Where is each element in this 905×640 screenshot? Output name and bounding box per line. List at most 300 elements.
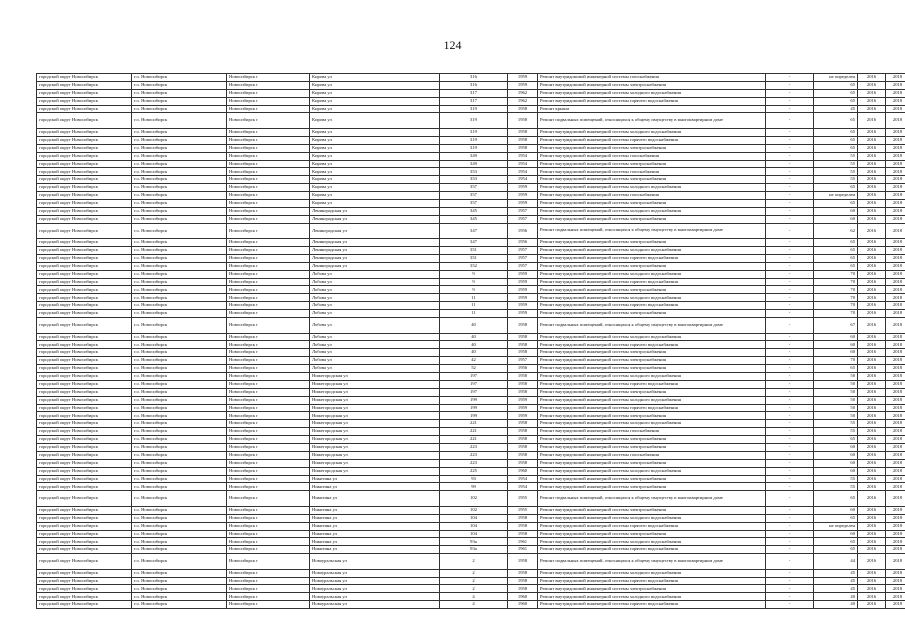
build-year-cell: 1958	[508, 530, 538, 538]
sum-cell: -	[766, 176, 814, 184]
work-type-cell: Ремонт внутридомовой инженерной системы электроснабжения	[538, 357, 766, 365]
street-cell: Ленинградская ул	[310, 247, 440, 255]
house-number-cell: 40	[440, 318, 508, 334]
build-year-cell: 1958	[508, 380, 538, 388]
start-year-cell: 2016	[858, 601, 886, 609]
work-type-cell: Ремонт внутридомовой инженерной системы электроснабжения	[538, 506, 766, 514]
end-year-cell: 2018	[886, 310, 905, 318]
municipality-cell: городской округ Новосибирск	[37, 160, 132, 168]
end-year-cell: 2018	[886, 444, 905, 452]
table-row	[37, 168, 905, 176]
table-row	[37, 491, 905, 507]
start-year-cell: 2016	[858, 278, 886, 286]
build-year-cell: 1962	[508, 89, 538, 97]
house-number-cell: 2	[440, 577, 508, 585]
street-cell: Лобова ул	[310, 365, 440, 373]
end-year-cell: 2018	[886, 333, 905, 341]
table-row	[37, 294, 905, 302]
start-year-cell: 2016	[858, 585, 886, 593]
work-type-cell: Ремонт внутридомовой инженерной системы газоснабжения	[538, 168, 766, 176]
work-type-cell: Ремонт внутридомовой инженерной системы горячего водоснабжения	[538, 97, 766, 105]
sum-cell: -	[766, 467, 814, 475]
build-year-cell: 1959	[508, 278, 538, 286]
sum-cell: -	[766, 81, 814, 89]
municipality-cell: городской округ Новосибирск	[37, 577, 132, 585]
cost-cell: 65	[814, 254, 858, 262]
house-number-cell: 349	[440, 152, 508, 160]
settlement-cell: г.о. Новосибирск	[132, 136, 227, 144]
city-cell: Новосибирск г	[227, 380, 310, 388]
street-cell: Нижегородская ул	[310, 380, 440, 388]
table-row	[37, 577, 905, 585]
municipality-cell: городской округ Новосибирск	[37, 286, 132, 294]
cost-cell: 44	[814, 554, 858, 570]
municipality-cell: городской округ Новосибирск	[37, 412, 132, 420]
street-cell: Ленинградская ул	[310, 262, 440, 270]
sum-cell: -	[766, 89, 814, 97]
settlement-cell: г.о. Новосибирск	[132, 270, 227, 278]
cost-cell: 50	[814, 412, 858, 420]
table-row	[37, 333, 905, 341]
street-cell: Нижегородская ул	[310, 467, 440, 475]
settlement-cell: г.о. Новосибирск	[132, 436, 227, 444]
table-row	[37, 530, 905, 538]
table-row	[37, 554, 905, 570]
settlement-cell: г.о. Новосибирск	[132, 247, 227, 255]
end-year-cell: 2018	[886, 451, 905, 459]
sum-cell: -	[766, 396, 814, 404]
table-row	[37, 318, 905, 334]
street-cell: Никитина ул	[310, 530, 440, 538]
street-cell: Кирова ул	[310, 105, 440, 113]
house-number-cell: 345	[440, 215, 508, 223]
table-row	[37, 199, 905, 207]
end-year-cell: 2018	[886, 168, 905, 176]
work-type-cell: Ремонт внутридомовой инженерной системы холодного водоснабжения	[538, 333, 766, 341]
street-cell: Никитина ул	[310, 506, 440, 514]
start-year-cell: 2016	[858, 420, 886, 428]
end-year-cell: 2018	[886, 554, 905, 570]
start-year-cell: 2016	[858, 491, 886, 507]
municipality-cell: городской округ Новосибирск	[37, 89, 132, 97]
city-cell: Новосибирск г	[227, 349, 310, 357]
table-row	[37, 593, 905, 601]
settlement-cell: г.о. Новосибирск	[132, 412, 227, 420]
start-year-cell: 2016	[858, 294, 886, 302]
build-year-cell: 1958	[508, 128, 538, 136]
city-cell: Новосибирск г	[227, 420, 310, 428]
sum-cell: -	[766, 247, 814, 255]
settlement-cell: г.о. Новосибирск	[132, 420, 227, 428]
cost-cell: 50	[814, 373, 858, 381]
start-year-cell: 2016	[858, 444, 886, 452]
work-type-cell: Ремонт внутридомовой инженерной системы электроснабжения	[538, 483, 766, 491]
cost-cell: 70	[814, 270, 858, 278]
municipality-cell: городской округ Новосибирск	[37, 318, 132, 334]
table-row	[37, 239, 905, 247]
street-cell: Новоуральская ул	[310, 577, 440, 585]
house-number-cell: 11	[440, 294, 508, 302]
city-cell: Новосибирск г	[227, 128, 310, 136]
house-number-cell: 221	[440, 420, 508, 428]
municipality-cell: городской округ Новосибирск	[37, 310, 132, 318]
city-cell: Новосибирск г	[227, 286, 310, 294]
street-cell: Лобова ул	[310, 286, 440, 294]
city-cell: Новосибирск г	[227, 302, 310, 310]
sum-cell: -	[766, 286, 814, 294]
house-number-cell: 4	[440, 593, 508, 601]
settlement-cell: г.о. Новосибирск	[132, 310, 227, 318]
house-number-cell: 104	[440, 522, 508, 530]
street-cell: Никитина ул	[310, 475, 440, 483]
start-year-cell: 2016	[858, 577, 886, 585]
start-year-cell: 2016	[858, 380, 886, 388]
municipality-cell: городской округ Новосибирск	[37, 74, 132, 82]
end-year-cell: 2018	[886, 357, 905, 365]
house-number-cell: 223	[440, 444, 508, 452]
municipality-cell: городской округ Новосибирск	[37, 444, 132, 452]
house-number-cell: 319	[440, 144, 508, 152]
house-number-cell: 347	[440, 223, 508, 239]
cost-cell: 62	[814, 223, 858, 239]
work-type-cell: Ремонт внутридомовой инженерной системы электроснабжения	[538, 412, 766, 420]
build-year-cell: 1958	[508, 144, 538, 152]
table-row	[37, 349, 905, 357]
table-row	[37, 514, 905, 522]
settlement-cell: г.о. Новосибирск	[132, 428, 227, 436]
city-cell: Новосибирск г	[227, 585, 310, 593]
work-type-cell: Ремонт внутридомовой инженерной системы горячего водоснабжения	[538, 546, 766, 554]
city-cell: Новосибирск г	[227, 444, 310, 452]
start-year-cell: 2016	[858, 538, 886, 546]
build-year-cell: 1954	[508, 152, 538, 160]
build-year-cell: 1958	[508, 554, 538, 570]
city-cell: Новосибирск г	[227, 262, 310, 270]
city-cell: Новосибирск г	[227, 278, 310, 286]
start-year-cell: 2016	[858, 176, 886, 184]
work-type-cell: Ремонт внутридомовой инженерной системы газоснабжения	[538, 428, 766, 436]
start-year-cell: 2016	[858, 113, 886, 129]
end-year-cell: 2018	[886, 428, 905, 436]
build-year-cell: 1958	[508, 459, 538, 467]
settlement-cell: г.о. Новосибирск	[132, 373, 227, 381]
build-year-cell: 1958	[508, 341, 538, 349]
sum-cell: -	[766, 546, 814, 554]
sum-cell: -	[766, 514, 814, 522]
table-row	[37, 373, 905, 381]
table-row	[37, 105, 905, 113]
cost-cell: 65	[814, 491, 858, 507]
start-year-cell: 2016	[858, 459, 886, 467]
build-year-cell: 1958	[508, 436, 538, 444]
city-cell: Новосибирск г	[227, 270, 310, 278]
settlement-cell: г.о. Новосибирск	[132, 365, 227, 373]
municipality-cell: городской округ Новосибирск	[37, 239, 132, 247]
end-year-cell: 2018	[886, 593, 905, 601]
city-cell: Новосибирск г	[227, 318, 310, 334]
table-row	[37, 365, 905, 373]
city-cell: Новосибирск г	[227, 554, 310, 570]
settlement-cell: г.о. Новосибирск	[132, 286, 227, 294]
cost-cell: 65	[814, 239, 858, 247]
table-row	[37, 483, 905, 491]
start-year-cell: 2016	[858, 428, 886, 436]
build-year-cell: 1959	[508, 286, 538, 294]
build-year-cell: 1958	[508, 577, 538, 585]
street-cell: Лобова ул	[310, 357, 440, 365]
start-year-cell: 2016	[858, 160, 886, 168]
street-cell: Кирова ул	[310, 152, 440, 160]
end-year-cell: 2018	[886, 349, 905, 357]
street-cell: Ленинградская ул	[310, 215, 440, 223]
cost-cell: 60	[814, 215, 858, 223]
end-year-cell: 2018	[886, 128, 905, 136]
end-year-cell: 2018	[886, 199, 905, 207]
table-row	[37, 444, 905, 452]
street-cell: Лобова ул	[310, 302, 440, 310]
start-year-cell: 2016	[858, 365, 886, 373]
work-type-cell: Ремонт подвальных помещений, относящихся к общему имуществу в многоквартирном доме	[538, 554, 766, 570]
end-year-cell: 2018	[886, 341, 905, 349]
house-number-cell: 93а	[440, 546, 508, 554]
municipality-cell: городской округ Новосибирск	[37, 451, 132, 459]
street-cell: Кирова ул	[310, 128, 440, 136]
city-cell: Новосибирск г	[227, 601, 310, 609]
city-cell: Новосибирск г	[227, 451, 310, 459]
work-type-cell: Ремонт внутридомовой инженерной системы электроснабжения	[538, 160, 766, 168]
house-number-cell: 40	[440, 349, 508, 357]
sum-cell: -	[766, 136, 814, 144]
build-year-cell: 1957	[508, 247, 538, 255]
settlement-cell: г.о. Новосибирск	[132, 357, 227, 365]
city-cell: Новосибирск г	[227, 388, 310, 396]
municipality-cell: городской округ Новосибирск	[37, 530, 132, 538]
work-type-cell: Ремонт внутридомовой инженерной системы электроснабжения	[538, 444, 766, 452]
street-cell: Новоуральская ул	[310, 585, 440, 593]
sum-cell: -	[766, 404, 814, 412]
sum-cell: -	[766, 215, 814, 223]
sum-cell: -	[766, 349, 814, 357]
work-type-cell: Ремонт подвальных помещений, относящихся к общему имуществу в многоквартирном доме	[538, 223, 766, 239]
street-cell: Нижегородская ул	[310, 428, 440, 436]
street-cell: Никитина ул	[310, 546, 440, 554]
work-type-cell: Ремонт внутридомовой инженерной системы электроснабжения	[538, 349, 766, 357]
table-row	[37, 128, 905, 136]
street-cell: Лобова ул	[310, 270, 440, 278]
municipality-cell: городской округ Новосибирск	[37, 569, 132, 577]
cost-cell: 65	[814, 199, 858, 207]
house-number-cell: 199	[440, 412, 508, 420]
municipality-cell: городской округ Новосибирск	[37, 136, 132, 144]
start-year-cell: 2016	[858, 506, 886, 514]
street-cell: Никитина ул	[310, 538, 440, 546]
street-cell: Кирова ул	[310, 199, 440, 207]
settlement-cell: г.о. Новосибирск	[132, 569, 227, 577]
city-cell: Новосибирск г	[227, 593, 310, 601]
end-year-cell: 2018	[886, 223, 905, 239]
cost-cell: не определен	[814, 192, 858, 200]
build-year-cell: 1958	[508, 420, 538, 428]
street-cell: Никитина ул	[310, 491, 440, 507]
street-cell: Кирова ул	[310, 136, 440, 144]
house-number-cell: 223	[440, 459, 508, 467]
table-row	[37, 223, 905, 239]
end-year-cell: 2018	[886, 136, 905, 144]
sum-cell: -	[766, 262, 814, 270]
build-year-cell: 1958	[508, 105, 538, 113]
build-year-cell: 1961	[508, 546, 538, 554]
end-year-cell: 2018	[886, 207, 905, 215]
work-type-cell: Ремонт внутридомовой инженерной системы холодного водоснабжения	[538, 467, 766, 475]
street-cell: Новоуральская ул	[310, 601, 440, 609]
start-year-cell: 2016	[858, 514, 886, 522]
settlement-cell: г.о. Новосибирск	[132, 239, 227, 247]
table-row	[37, 412, 905, 420]
start-year-cell: 2016	[858, 546, 886, 554]
end-year-cell: 2018	[886, 81, 905, 89]
house-number-cell: 197	[440, 380, 508, 388]
table-row	[37, 585, 905, 593]
end-year-cell: 2018	[886, 467, 905, 475]
street-cell: Лобова ул	[310, 278, 440, 286]
table-row	[37, 254, 905, 262]
start-year-cell: 2016	[858, 404, 886, 412]
municipality-cell: городской округ Новосибирск	[37, 491, 132, 507]
sum-cell: -	[766, 333, 814, 341]
table-row	[37, 176, 905, 184]
city-cell: Новосибирск г	[227, 467, 310, 475]
street-cell: Нижегородская ул	[310, 412, 440, 420]
end-year-cell: 2018	[886, 546, 905, 554]
house-number-cell: 221	[440, 436, 508, 444]
start-year-cell: 2016	[858, 318, 886, 334]
end-year-cell: 2018	[886, 396, 905, 404]
municipality-cell: городской округ Новосибирск	[37, 152, 132, 160]
table-row	[37, 420, 905, 428]
municipality-cell: городской округ Новосибирск	[37, 105, 132, 113]
house-number-cell: 2	[440, 554, 508, 570]
build-year-cell: 1956	[508, 365, 538, 373]
cost-cell: 60	[814, 506, 858, 514]
cost-cell: 65	[814, 97, 858, 105]
municipality-cell: городской округ Новосибирск	[37, 380, 132, 388]
build-year-cell: 1957	[508, 254, 538, 262]
work-type-cell: Ремонт внутридомовой инженерной системы холодного водоснабжения	[538, 396, 766, 404]
sum-cell: -	[766, 113, 814, 129]
start-year-cell: 2016	[858, 349, 886, 357]
house-number-cell: 102	[440, 506, 508, 514]
municipality-cell: городской округ Новосибирск	[37, 538, 132, 546]
city-cell: Новосибирск г	[227, 546, 310, 554]
end-year-cell: 2018	[886, 294, 905, 302]
street-cell: Нижегородская ул	[310, 396, 440, 404]
municipality-cell: городской округ Новосибирск	[37, 247, 132, 255]
city-cell: Новосибирск г	[227, 404, 310, 412]
settlement-cell: г.о. Новосибирск	[132, 223, 227, 239]
street-cell: Нижегородская ул	[310, 436, 440, 444]
work-type-cell: Ремонт внутридомовой инженерной системы холодного водоснабжения	[538, 184, 766, 192]
cost-cell: 60	[814, 207, 858, 215]
street-cell: Ленинградская ул	[310, 207, 440, 215]
city-cell: Новосибирск г	[227, 483, 310, 491]
settlement-cell: г.о. Новосибирск	[132, 74, 227, 82]
cost-cell: 45	[814, 577, 858, 585]
table-row	[37, 357, 905, 365]
work-type-cell: Ремонт внутридомовой инженерной системы электроснабжения	[538, 81, 766, 89]
start-year-cell: 2016	[858, 373, 886, 381]
work-type-cell: Ремонт внутридомовой инженерной системы холодного водоснабжения	[538, 373, 766, 381]
table-row	[37, 451, 905, 459]
city-cell: Новосибирск г	[227, 152, 310, 160]
settlement-cell: г.о. Новосибирск	[132, 467, 227, 475]
end-year-cell: 2018	[886, 113, 905, 129]
settlement-cell: г.о. Новосибирск	[132, 491, 227, 507]
end-year-cell: 2018	[886, 278, 905, 286]
end-year-cell: 2018	[886, 152, 905, 160]
work-type-cell: Ремонт внутридомовой инженерной системы электроснабжения	[538, 176, 766, 184]
municipality-cell: городской округ Новосибирск	[37, 192, 132, 200]
house-number-cell: 9	[440, 286, 508, 294]
cost-cell: 40	[814, 601, 858, 609]
start-year-cell: 2016	[858, 467, 886, 475]
start-year-cell: 2016	[858, 451, 886, 459]
cost-cell: 60	[814, 530, 858, 538]
settlement-cell: г.о. Новосибирск	[132, 522, 227, 530]
street-cell: Нижегородская ул	[310, 373, 440, 381]
municipality-cell: городской округ Новосибирск	[37, 176, 132, 184]
cost-cell: 70	[814, 286, 858, 294]
sum-cell: -	[766, 365, 814, 373]
end-year-cell: 2018	[886, 491, 905, 507]
sum-cell: -	[766, 483, 814, 491]
city-cell: Новосибирск г	[227, 215, 310, 223]
end-year-cell: 2018	[886, 577, 905, 585]
street-cell: Ленинградская ул	[310, 223, 440, 239]
cost-cell: 70	[814, 357, 858, 365]
table-row	[37, 270, 905, 278]
cost-cell: 60	[814, 444, 858, 452]
end-year-cell: 2018	[886, 262, 905, 270]
house-number-cell: 2	[440, 569, 508, 577]
table-row	[37, 538, 905, 546]
city-cell: Новосибирск г	[227, 459, 310, 467]
work-type-cell: Ремонт внутридомовой инженерной системы холодного водоснабжения	[538, 420, 766, 428]
city-cell: Новосибирск г	[227, 373, 310, 381]
settlement-cell: г.о. Новосибирск	[132, 444, 227, 452]
table-row	[37, 569, 905, 577]
street-cell: Кирова ул	[310, 74, 440, 82]
end-year-cell: 2018	[886, 144, 905, 152]
street-cell: Лобова ул	[310, 310, 440, 318]
table-body	[37, 74, 905, 609]
house-number-cell: 317	[440, 89, 508, 97]
build-year-cell: 1958	[508, 514, 538, 522]
sum-cell: -	[766, 74, 814, 82]
street-cell: Нижегородская ул	[310, 420, 440, 428]
build-year-cell: 1958	[508, 428, 538, 436]
city-cell: Новосибирск г	[227, 341, 310, 349]
house-number-cell: 93	[440, 475, 508, 483]
settlement-cell: г.о. Новосибирск	[132, 530, 227, 538]
page-number: 124	[443, 38, 462, 52]
settlement-cell: г.о. Новосибирск	[132, 585, 227, 593]
house-number-cell: 351	[440, 254, 508, 262]
municipality-cell: городской округ Новосибирск	[37, 593, 132, 601]
settlement-cell: г.о. Новосибирск	[132, 128, 227, 136]
settlement-cell: г.о. Новосибирск	[132, 215, 227, 223]
settlement-cell: г.о. Новосибирск	[132, 538, 227, 546]
build-year-cell: 1954	[508, 168, 538, 176]
